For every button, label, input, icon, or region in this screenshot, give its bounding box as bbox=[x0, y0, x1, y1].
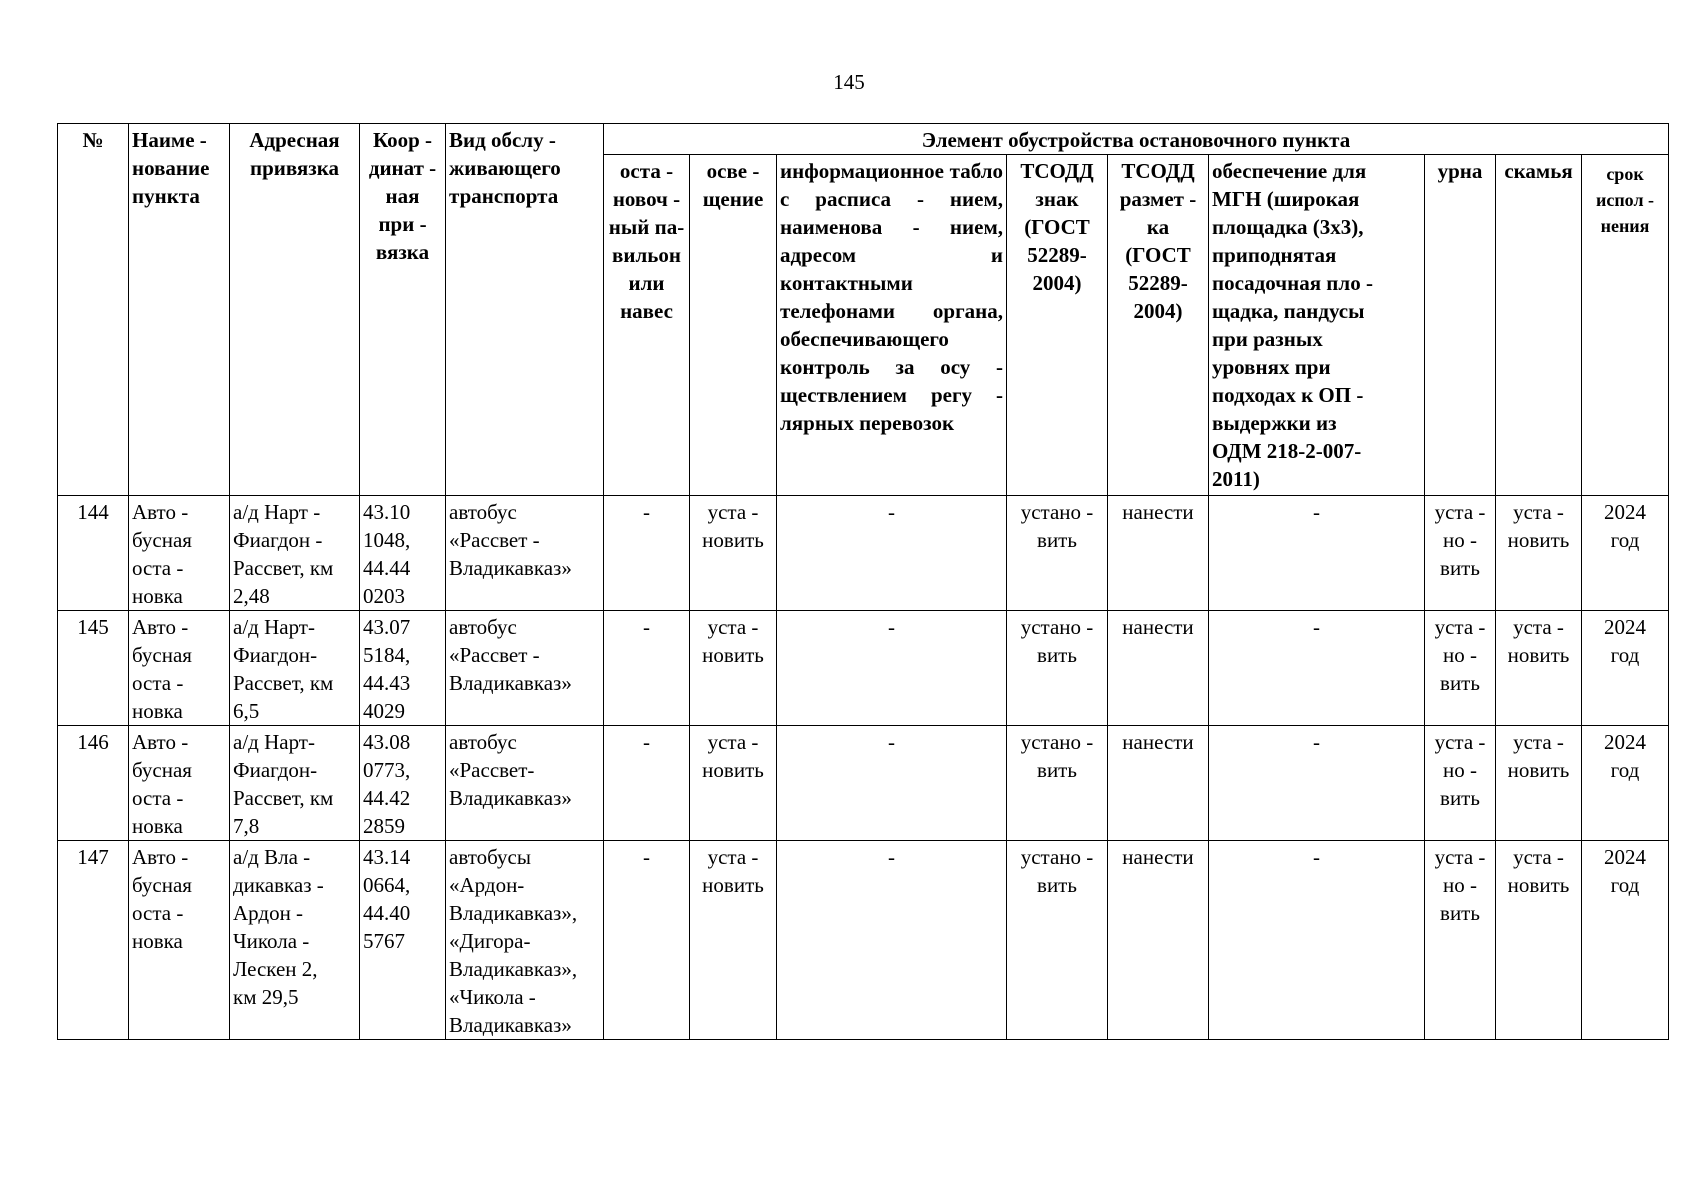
table-row bbox=[58, 611, 1669, 726]
header-tsodd-sign: ТСОДД знак (ГОСТ 52289- 2004) bbox=[1007, 155, 1108, 496]
cell-bench: уста - новить bbox=[1496, 726, 1582, 841]
cell-no: 146 bbox=[58, 726, 129, 841]
cell-info-board: - bbox=[777, 496, 1007, 611]
cell-pavilion: - bbox=[604, 841, 690, 1040]
cell-bench: уста - новить bbox=[1496, 611, 1582, 726]
bus-stops-table bbox=[57, 123, 1669, 1040]
cell-coords: 43.10 1048, 44.44 0203 bbox=[360, 496, 446, 611]
cell-deadline: 2024 год bbox=[1582, 496, 1669, 611]
cell-transport: автобус «Рассвет - Владикавказ» bbox=[446, 611, 604, 726]
cell-info-board: - bbox=[777, 841, 1007, 1040]
header-transport: Вид обслу - живающего транспорта bbox=[446, 124, 604, 496]
cell-name: Авто - бусная оста - новка bbox=[129, 841, 230, 1040]
cell-info-board: - bbox=[777, 726, 1007, 841]
table-row bbox=[58, 841, 1669, 1040]
cell-lighting: уста - новить bbox=[690, 496, 777, 611]
header-lighting: осве - щение bbox=[690, 155, 777, 496]
cell-urn: уста - но - вить bbox=[1425, 726, 1496, 841]
cell-mgn: - bbox=[1209, 496, 1425, 611]
table-row bbox=[58, 496, 1669, 611]
cell-no: 144 bbox=[58, 496, 129, 611]
cell-name: Авто - бусная оста - новка bbox=[129, 611, 230, 726]
cell-deadline: 2024 год bbox=[1582, 726, 1669, 841]
cell-coords: 43.14 0664, 44.40 5767 bbox=[360, 841, 446, 1040]
table-row bbox=[58, 726, 1669, 841]
cell-info-board: - bbox=[777, 611, 1007, 726]
cell-deadline: 2024 год bbox=[1582, 611, 1669, 726]
cell-name: Авто - бусная оста - новка bbox=[129, 726, 230, 841]
cell-tsodd-marking: нанести bbox=[1108, 841, 1209, 1040]
cell-name: Авто - бусная оста - новка bbox=[129, 496, 230, 611]
cell-tsodd-sign: устано - вить bbox=[1007, 841, 1108, 1040]
header-info-board: информационное табло с расписа - нием, наименова - нием, адресом и контактными телефонами органа, обеспечивающего контроль за осу - ществлением регу - лярных перевозок bbox=[777, 155, 1007, 496]
cell-tsodd-marking: нанести bbox=[1108, 726, 1209, 841]
cell-tsodd-sign: устано - вить bbox=[1007, 496, 1108, 611]
cell-address: а/д Нарт - Фиагдон - Рассвет, км 2,48 bbox=[230, 496, 360, 611]
cell-lighting: уста - новить bbox=[690, 726, 777, 841]
header-urn: урна bbox=[1425, 155, 1496, 496]
cell-tsodd-sign: устано - вить bbox=[1007, 611, 1108, 726]
cell-pavilion: - bbox=[604, 726, 690, 841]
header-pavilion: оста - новоч - ный па- вильон или навес bbox=[604, 155, 690, 496]
cell-urn: уста - но - вить bbox=[1425, 611, 1496, 726]
header-mgn: обеспечение для МГН (широкая площадка (3х3), приподнятая посадочная пло - щадка, пандусы при разных уровнях при подходах к ОП - выдержки из ОДМ 218-2-007- 2011) bbox=[1209, 155, 1425, 496]
header-deadline: срок испол - нения bbox=[1582, 155, 1669, 496]
cell-transport: автобус «Рассвет- Владикавказ» bbox=[446, 726, 604, 841]
cell-pavilion: - bbox=[604, 496, 690, 611]
cell-coords: 43.07 5184, 44.43 4029 bbox=[360, 611, 446, 726]
cell-address: а/д Нарт- Фиагдон- Рассвет, км 6,5 bbox=[230, 611, 360, 726]
cell-mgn: - bbox=[1209, 611, 1425, 726]
header-tsodd-marking: ТСОДД размет - ка (ГОСТ 52289- 2004) bbox=[1108, 155, 1209, 496]
cell-mgn: - bbox=[1209, 726, 1425, 841]
header-coords: Коор - динат - ная при - вязка bbox=[360, 124, 446, 496]
cell-address: а/д Нарт- Фиагдон- Рассвет, км 7,8 bbox=[230, 726, 360, 841]
cell-no: 145 bbox=[58, 611, 129, 726]
header-row-top bbox=[58, 124, 1669, 155]
cell-deadline: 2024 год bbox=[1582, 841, 1669, 1040]
cell-lighting: уста - новить bbox=[690, 611, 777, 726]
header-name: Наиме - нование пункта bbox=[129, 124, 230, 496]
cell-lighting: уста - новить bbox=[690, 841, 777, 1040]
header-address: Адресная привязка bbox=[230, 124, 360, 496]
cell-no: 147 bbox=[58, 841, 129, 1040]
cell-coords: 43.08 0773, 44.42 2859 bbox=[360, 726, 446, 841]
cell-mgn: - bbox=[1209, 841, 1425, 1040]
cell-bench: уста - новить bbox=[1496, 841, 1582, 1040]
cell-tsodd-marking: нанести bbox=[1108, 611, 1209, 726]
cell-pavilion: - bbox=[604, 611, 690, 726]
header-bench: скамья bbox=[1496, 155, 1582, 496]
cell-bench: уста - новить bbox=[1496, 496, 1582, 611]
cell-address: а/д Вла - дикавказ - Ардон - Чикола - Лескен 2, км 29,5 bbox=[230, 841, 360, 1040]
cell-transport: автобус «Рассвет - Владикавказ» bbox=[446, 496, 604, 611]
cell-tsodd-marking: нанести bbox=[1108, 496, 1209, 611]
cell-urn: уста - но - вить bbox=[1425, 496, 1496, 611]
header-group-elements: Элемент обустройства остановочного пункта bbox=[604, 124, 1669, 155]
cell-transport: автобусы «Ардон- Владикавказ», «Дигора- Владикавказ», «Чикола - Владикавказ» bbox=[446, 841, 604, 1040]
page-number: 145 bbox=[833, 70, 865, 94]
header-no: № bbox=[58, 124, 129, 496]
cell-urn: уста - но - вить bbox=[1425, 841, 1496, 1040]
cell-tsodd-sign: устано - вить bbox=[1007, 726, 1108, 841]
